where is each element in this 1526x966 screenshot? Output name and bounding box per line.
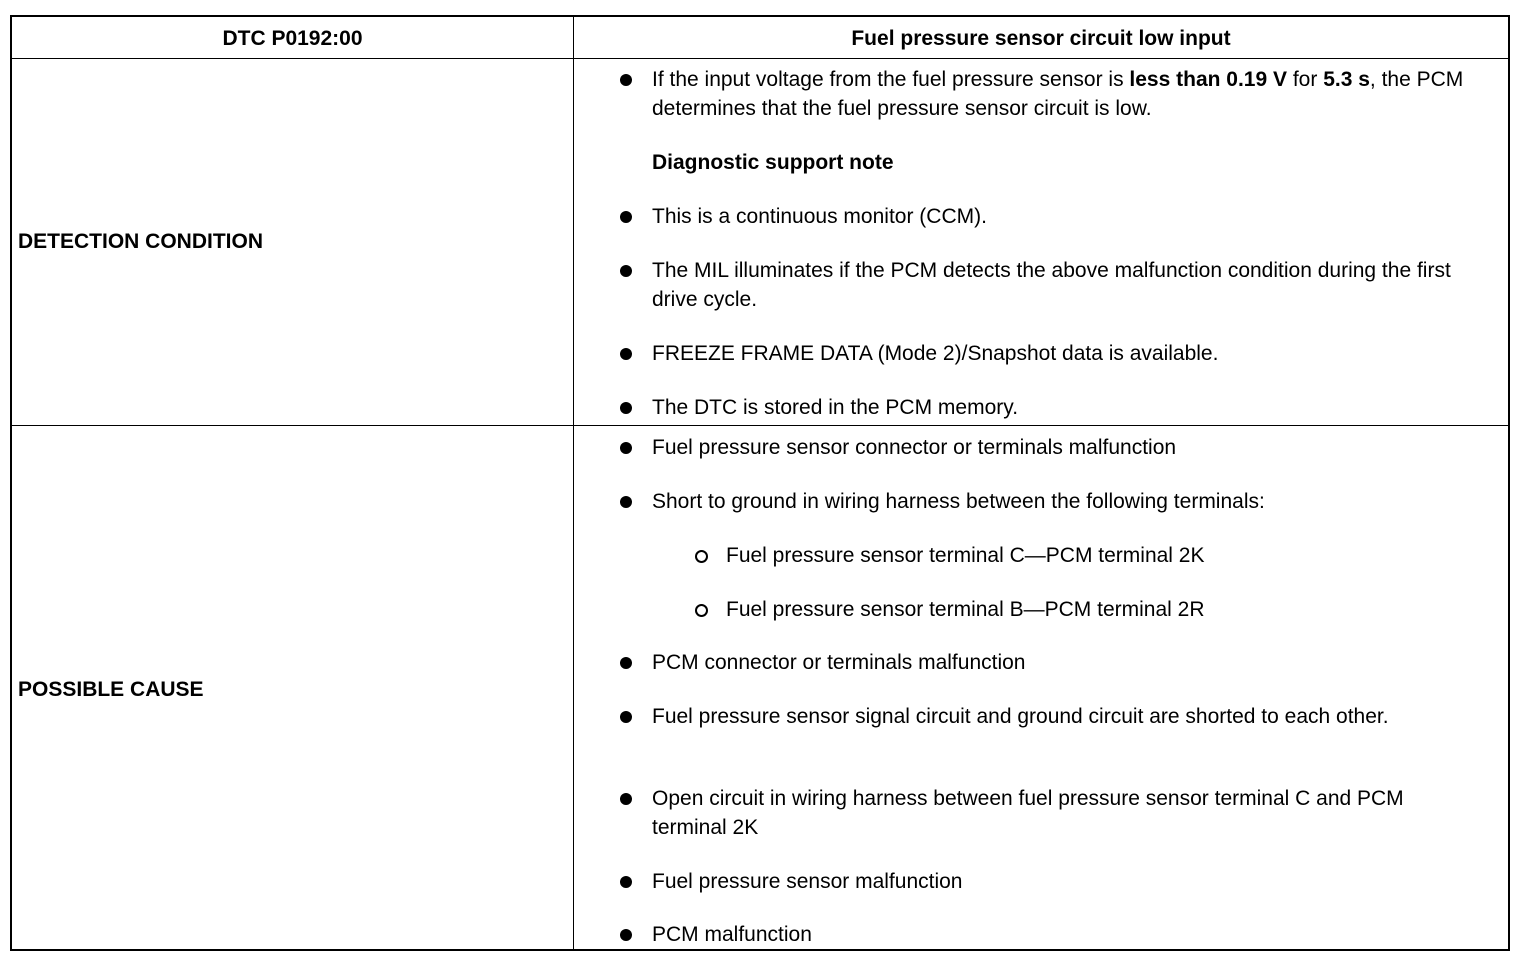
cause-row [12,426,1508,949]
condition-text-part: , the PCM determines that the fuel pressure sensor circuit is low. [652,68,1464,120]
bullet-icon [620,442,632,454]
dtc-table [10,15,1510,951]
condition-text-part: If the input voltage from the fuel pressure sensor is [652,68,1130,91]
note-item: FREEZE FRAME DATA (Mode 2)/Snapshot data is available. [652,342,1219,365]
cause-item: Open circuit in wiring harness between fuel pressure sensor terminal C and PCM terminal 2K [652,787,1404,839]
detection-label: DETECTION CONDITION [18,230,263,253]
header-description-cell [574,17,1508,58]
bullet-icon [620,496,632,508]
bullet-icon [620,711,632,723]
dtc-code: DTC P0192:00 [222,27,363,50]
cause-label: POSSIBLE CAUSE [18,678,204,701]
cause-item: Fuel pressure sensor malfunction [652,870,963,893]
cause-label-cell [12,426,574,949]
bullet-icon [620,876,632,888]
bullet-icon [620,657,632,669]
bullet-icon [620,265,632,277]
bullet-icon [620,348,632,360]
cause-sub-item: Fuel pressure sensor terminal C—PCM terminal 2K [726,544,1205,567]
note-item: The MIL illuminates if the PCM detects the above malfunction condition during the first drive cycle. [652,259,1451,311]
detection-content-cell [574,59,1508,425]
condition-voltage: less than 0.19 V [1129,68,1288,91]
detection-row [12,59,1508,426]
bullet-icon [620,211,632,223]
cause-content-cell [574,426,1508,949]
cause-sub-item: Fuel pressure sensor terminal B—PCM terminal 2R [726,598,1205,621]
condition-text-part: for [1287,68,1324,91]
diagnostic-note-heading: Diagnostic support note [652,151,894,174]
cause-item: PCM malfunction [652,923,812,946]
bullet-icon [620,402,632,414]
detection-condition-text [652,65,1482,123]
header-code-cell [12,17,574,58]
dtc-description: Fuel pressure sensor circuit low input [851,27,1231,50]
cause-item: PCM connector or terminals malfunction [652,651,1026,674]
bullet-icon [620,929,632,941]
cause-item: Short to ground in wiring harness between the following terminals: [652,490,1265,513]
circle-bullet-icon [695,604,708,617]
bullet-icon [620,74,632,86]
note-item: The DTC is stored in the PCM memory. [652,396,1019,419]
cause-item: Fuel pressure sensor signal circuit and ground circuit are shorted to each other. [652,705,1389,728]
note-item: This is a continuous monitor (CCM). [652,205,987,228]
bullet-icon [620,793,632,805]
circle-bullet-icon [695,550,708,563]
header-row [12,17,1508,59]
detection-label-cell [12,59,574,425]
condition-time: 5.3 s [1323,68,1370,91]
cause-item: Fuel pressure sensor connector or terminals malfunction [652,436,1177,459]
